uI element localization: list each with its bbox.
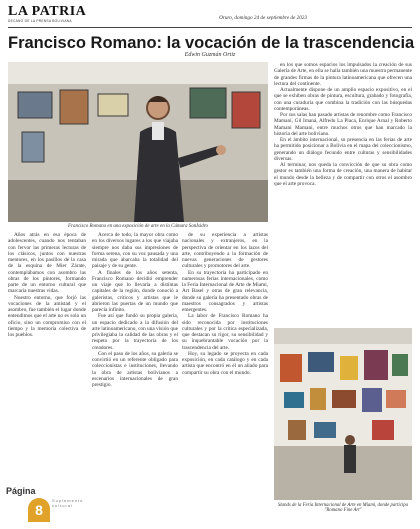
paragraph: La labor de Francisco Romano ha sido reconocida por instituciones culturales y por la crítica especializada, que destacan su rigor, su sensibilidad y su inquebrantable vocación por la trascendencia del arte.: [182, 313, 268, 351]
photo-caption: Stands de la Feria Internacional de Arte en Miami, donde participa "Romano Fine Art": [277, 503, 409, 513]
paragraph: Años atrás en esa época de adolescentes, cuando nos tentaban con fervor las primeras lecturas de los clásicos, juntos con nuestras mentores, en los pasillos de la casa de la esquina de Mier Zárate, contemplábamos con asombro las obras de los pintores, formando parte de un entorno cultural que marcaría nuestras vidas.: [8, 232, 86, 295]
paragraph: Al terminar, nos queda la convicción de que su obra como gestor es también una forma de creación, una manera de habitar el mundo desde la belleza y de compartir con otros el asombro que el arte provoca.: [274, 162, 412, 187]
article-column-3: [182, 232, 268, 524]
article-column-1: [8, 232, 86, 524]
paragraph: Por sus salas han pasado artistas de renombre como Francisco Mamani, Gil Imaná, Alfredo La Placa, Enrique Arnal y Roberto Mamani Mamani, entre muchos otros que han marcado la historia del arte boliviano.: [274, 112, 412, 137]
gallery-scene-illustration: [8, 62, 268, 222]
paragraph: Acerca de todo, la mayor obra como en los diversos lugares a los que viajaba siempre nos daba sus impresiones de forma serena, con su voz pausada y una mirada que abarcaba la totalidad del paisaje y de su gente.: [92, 232, 178, 270]
article-byline: Edwin Guzmán Ortiz: [184, 52, 236, 58]
article-column-4: [274, 62, 412, 324]
gallery-photo: [8, 62, 268, 222]
page-folio: [8, 486, 86, 526]
masthead-rule: [8, 27, 412, 28]
masthead: [8, 4, 412, 26]
paragraph: en los que somos espacios los impulsados la creación de sus Galería de Arte, en ella se halla también una muestra permanente de grandes firmas de la pintura latinoamericana que ofrecen una lectura del continente.: [274, 62, 412, 87]
paragraph: En el ámbito internacional, su presencia en las ferias de arte ha permitido posicionar a Bolivia en el mapa del coleccionismo, generando un diálogo fecundo entre culturas y sensibilidades diversas.: [274, 137, 412, 162]
article-column-2: [92, 232, 178, 524]
paragraph: Fue así que fundó su propia galería, un espacio dedicado a la difusión del arte latinoamericano, con una visión que privilegiaba la calidad de las obras y el respeto por la trayectoria de los creadores.: [92, 313, 178, 351]
paragraph: Con el paso de los años, su galería se convirtió en un referente obligado para coleccionistas e instituciones, llevando la obra de artistas bolivianos a escenarios internacionales de gran prestigio.: [92, 350, 178, 388]
newspaper-slogan: DECANO DE LA PRENSA BOLIVIANA: [8, 19, 72, 23]
paragraph: de su experiencia a artistas nacionales y extranjeros, en la perspectiva de orientar en los lazos del arte, contribuyendo a la formación de nuevas generaciones de gestores culturales y promotores del arte.: [182, 232, 268, 270]
paragraph: En su trayectoria ha participado en numerosas ferias internacionales, como la Feria Internacional de Arte de Miami, Art Basel y otras de gran relevancia, donde su galería ha presentado obras de maestros consagrados y artistas emergentes.: [182, 269, 268, 313]
section-tag: Suplemento cultural: [52, 498, 84, 508]
paragraph: Actualmente dispone de un amplio espacio expositivo, en el que se exhiben obras de pintura, escultura, grabado y fotografía, con una curaduría que combina la tradición con las búsquedas contemporáneas.: [274, 87, 412, 112]
dateline: Oruro, domingo 24 de septiembre de 2023: [219, 15, 307, 21]
paragraph: Hoy, su legado se proyecta en cada exposición, en cada catálogo y en cada artista que encontró en él un aliado para compartir su obra con el mundo.: [182, 350, 268, 376]
art-fair-booth-illustration: [274, 328, 412, 500]
page-number-badge: 8: [28, 498, 50, 522]
page-label: Página: [6, 486, 36, 496]
paragraph: Nuestro entorno, que forjó las vocaciones de la amistad y el asombro, fue también el lugar donde entendimos que el arte no es solo un oficio, sino un compromiso con el tiempo y la memoria colectiva de los pueblos.: [8, 294, 86, 338]
paragraph: A finales de los años setenta, Francisco Romano decidió emprender un viaje que lo llevaría a distintas capitales de la región, donde conoció a galeristas, críticos y artistas que le abrieron las puertas de un mundo que parecía infinito.: [92, 269, 178, 313]
article-headline: Francisco Romano: la vocación de la trascendencia: [8, 34, 415, 52]
newspaper-logo[interactable]: LA PATRIA: [8, 4, 87, 19]
photo-caption: Francisco Romano en una exposición de arte en la Cámara SanIsidro: [67, 224, 209, 229]
art-fair-photo: [274, 328, 412, 500]
